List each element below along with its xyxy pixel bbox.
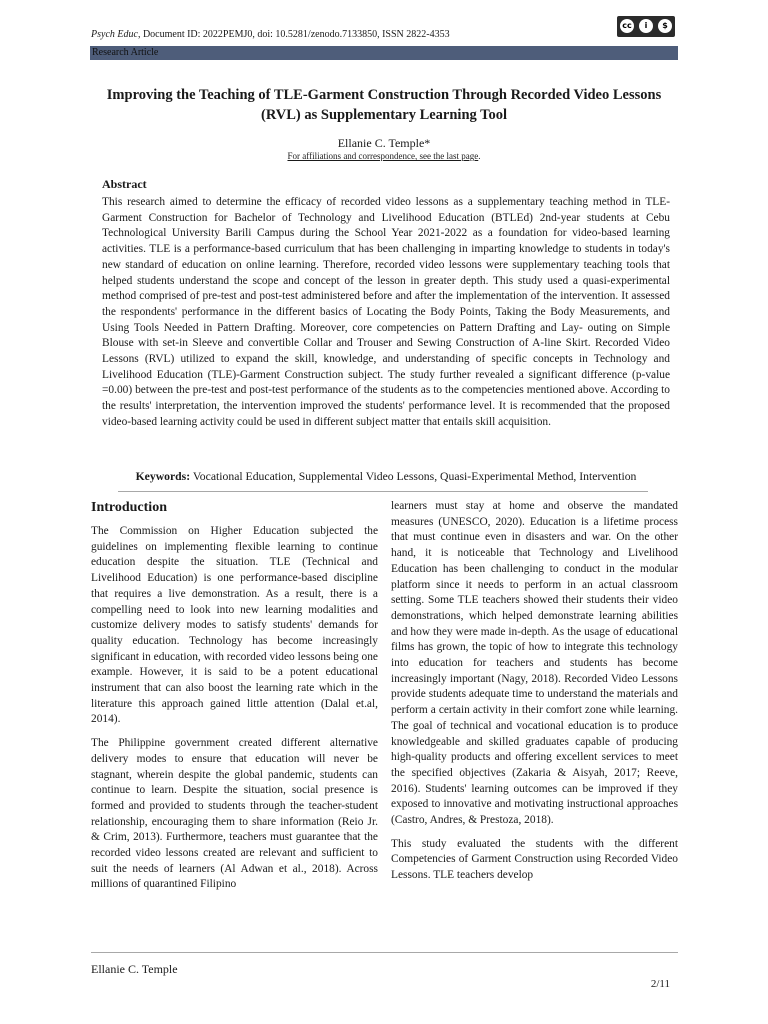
affiliation-link[interactable]: For affiliations and correspondence, see the last page (287, 151, 479, 161)
paper-title: Improving the Teaching of TLE-Garment Construction Through Recorded Video Lessons (RVL) as Supplementary Learning Tool (106, 87, 662, 123)
abstract-text: This research aimed to determine the efficacy of recorded video lessons as a supplementary teaching method in TLE-Garment Construction for Bachelor of Technology and Livelihood Education (BTLEd) 2nd-year students at Cebu Technological University Barili Campus during the School Year 2021-2022 as a foundation for video-based learning activities. TLE is a performance-based curriculum that has been challenging in imparting knowledge to students in today's new standard of education on online learning. Therefore, recorded video lessons were supplementary teaching tools that helped students understand the scope and concept of the lesson in greater depth. This study used a quasi-experimental method comprised of pre-test and post-test administered before and after the implementation of the intervention. It assessed the respondents' performance in the different basics of Locating the Body Points, Taking the Body Measurements, and Using Tools Needed in Pattern Drafting. Moreover, core competencies on Pattern Drafting and Lay- outing on Simple Blouse with set-in Sleeve and convertible Collar and Trouser and Sewing Construction of A-line Skirt. Recorded Video Lessons (RVL) utilized to expand the skill, knowledge, and understanding of specific concepts in Technology and Livelihood Education (TLE)-Garment Construction subject. The study further revealed a significant difference (p-value =0.00) between the pre-test and post-test performance of the students as to the competencies mentioned above. According to the results' interpretation, the intervention improved the students' performance level. It is recommended that the proposed video-based learning activity could be used in different subject matter that entails skill acquisition. (102, 196, 670, 428)
left-column (91, 524, 378, 893)
nc-icon: $ (658, 19, 672, 33)
cc-icon: cc (620, 19, 634, 33)
keywords-line (102, 470, 670, 483)
footer-author: Ellanie C. Temple (91, 962, 178, 976)
author-name: Ellanie C. Temple* (337, 136, 431, 150)
paragraph: This study evaluated the students with the different Competencies of Garment Construction using Recorded Video Lessons. TLE teachers develop (391, 837, 678, 882)
paragraph: The Commission on Higher Education subjected the guidelines on implementing flexible learning to continue education despite the situation. TLE (Technical and Livelihood Education) is one performance-based discipline that requires a live demonstration. As a result, there is a compelling need to look into new learning modalities and customize delivery modes to satisfy students' demands for quality education. Technology has become increasingly significant in education, with recorded video lessons being one example. However, it is said to be a potent educational instrument that can also boost the learning rate which in the literature this approach gained little attention (Dalal et.al, 2014). (91, 525, 378, 726)
journal-citation (91, 29, 450, 40)
footer-divider (91, 952, 678, 953)
affiliation-period: . (478, 151, 481, 161)
cc-license-badge[interactable] (617, 16, 675, 37)
introduction-heading: Introduction (91, 500, 167, 515)
paragraph: The Philippine government created different alternative delivery modes to ensure that education will never be stagnant, wherein despite the global pandemic, students can continue to learn. Despite the situation, social presence is formed and provided to students through the teacher-student relationship, encouraging them to share information (Reio Jr. & Crim, 2013). Furthermore, teachers must guarantee that the recorded video lessons created are relevant and sufficient to suit the needs of learners (Al Adwan et al., 2018). Across millions of quarantined Filipino (91, 737, 378, 891)
section-divider (118, 491, 648, 492)
by-icon: i (639, 19, 653, 33)
abstract-heading: Abstract (102, 177, 147, 191)
page-number: 2/11 (650, 978, 670, 990)
journal-name: Psych Educ (91, 29, 138, 40)
affiliation-note (90, 151, 678, 161)
keywords-list: Vocational Education, Supplemental Video Lessons, Quasi-Experimental Method, Intervention (192, 470, 637, 483)
keywords-label: Keywords: (135, 470, 191, 483)
citation-details: , Document ID: 2022PEMJ0, doi: 10.5281/zenodo.7133850, ISSN 2822-4353 (137, 29, 450, 40)
right-column (391, 499, 678, 884)
paragraph: learners must stay at home and observe the mandated measures (UNESCO, 2020). Education is a lifetime process that must continue even in disasters and war. On the other hand, it is noticeable that Technology and Livelihood Education has been challenging to conduct in the modular platform since it needs to perform in an actual classroom setting. Some TLE teachers showed their students their video demonstrations, which helped demonstrate learning abilities and how they were made in-depth. As the usage of educational films has grown, the topic of how to integrate this technology into education for teachers and students has become increasingly important (Nagy, 2018). Recorded Video Lessons provide students adequate time to understand the materials and perform a certain activity in their comfort zone while learning. The goal of technical and vocational education is to produce knowledgeable and skilled graduates capable of producing high-quality products and offering excellent services to meet the specified objectives (Zakaria & Aisyah, 2017; Reeve, 2016). Students' learning outcomes can be improved if they exposed to innovative and motivating instructional approaches (Castro, Andres, & Prestoza, 2018). (391, 500, 678, 827)
article-type-label: Research Article (92, 47, 159, 58)
article-type-bar (90, 46, 678, 60)
